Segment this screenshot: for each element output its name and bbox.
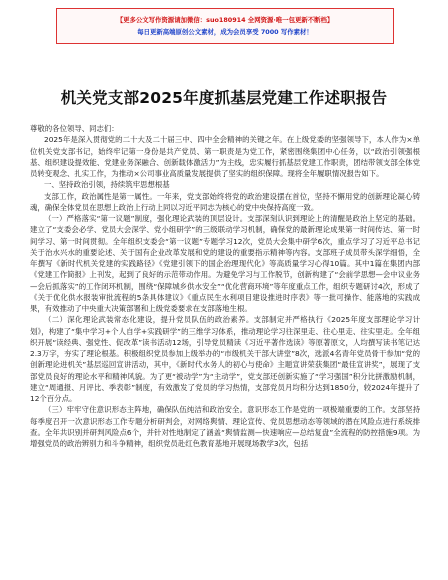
paragraph: 2025年是深入贯彻党的二十大及二十届三中、四中全会精神的关键之年。在上级党委的坚强领导下，本人作为×单位机关党支部书记，始终牢记第一身份是共产党员、第一职责是为党工作，紧密围绕集团中心任务，以“政治引领强根基、组织建设提效能、党建业务深融合、创新载体激活力”为主线，忠实履行抓基层党建工作职责，团结带领支部全体党员转变观念、扎实工作，为推动×公司事业高质量发展提供了坚实的组织保障。现将全年履职情况报告如下。	[30, 135, 420, 178]
document-body	[30, 123, 420, 449]
paragraph: （二）深化理论武装常态化建设，提升党员队伍的政治素养。支部制定并严格执行《2025年度支部理论学习计划》，构建了“集中学习+个人自学+实践研学”的三维学习体系，推动理论学习往深里走、往心里走、往实里走。全年组织开展“读经典、强党性、促改革”读书活动12场，引导党员精读《习近平著作选读》等原著原文，人均撰写读书笔记达2.3万字，夯实了理论根基。积极组织党员参加上级举办的“市级机关干部大讲堂”8次，选派4名青年党员骨干参加“党的创新理论进机关”基层巡回宣讲活动，其中，《新时代水务人的初心与使命》主题宣讲荣获集团“最佳宣讲奖”，展现了支部党员良好的理论水平和精神风貌。为了更“被动学”为“主动学”，党支部还创新实施了“学习强国”积分比拼激励机制，建立“周通报、月评比、季表彰”制度，有效激发了党员的学习热情，支部党员月均积分达到1850分，较2024年提升了12个百分点。	[30, 315, 420, 403]
paragraph: 支部工作，政治属性是第一属性。一年来，党支部始终将党的政治建设摆在首位，坚持不懈用党的创新理论凝心铸魂，确保全体党员在思想上政治上行动上同以习近平同志为核心的党中央保持高度一致。	[30, 191, 420, 212]
banner-line-2: 每日更新高端原创公文素材，成为会员享受 7000 写作素材！	[137, 28, 313, 36]
promo-banner[interactable]	[56, 8, 394, 44]
section-heading: 一、坚持政治引领，持续筑牢思想根基	[44, 180, 170, 190]
paragraph: （一）严格落实“第一议题”制度，强化理论武装的顶层设计。支部深刻认识到理论上的清醒是政治上坚定的基础。建立了“支委会必学、党员大会深学、党小组研学”的三级联动学习机制，确保党的最新理论成果第一时间传达、第一时间学习、第一时间贯彻。全年组织支委会“第一议题”专题学习12次，党员大会集中研学6次，重点学习了习近平总书记关于治水兴水的重要论述、关于国有企业改革发展和党的建设的重要指示精神等内容。支部班子成员带头深学细悟，全年撰写《新时代机关党建的实践路径》《党建引领下的国企治理现代化》等高质量学习心得10篇。其中1篇在集团内部《党建工作简报》上刊发，起到了良好的示范带动作用。为避免学习与工作脱节，创新构建了“会前学思想—会中议业务—会后抓落实”的工作闭环机制，围绕“保障城乡供水安全”“优化营商环境”等年度重点工作，组织专题研讨4次，形成了《关于优化供水报装审批流程的5条具体建议》《重点民生水利项目建设推进时序表》等一批可操作、能落地的实践成果，有效推动了中央重大决策部署和上级党委要求在支部落地生根。	[30, 214, 420, 313]
paragraph: （三）牢牢守住意识形态主阵地，确保队伍纯洁和政治安全。意识形态工作是党的一项极端重要的工作。支部坚持每季度召开一次意识形态工作专题分析研判会，对网络舆情、理论宣传、党员思想动态等领域的潜在风险点进行系统排查。全年共识别并研判风险点6个，并针对性地制定了涵盖“舆情监测—快速响应—总结复盘”全流程的防控措施9项。为增强党员的政治辨别力和斗争精神，组织党员赴红色教育基地开展现场教学3次，包括	[30, 405, 420, 448]
banner-line-1: 【更多公文写作资源请加微信：suo180914 全网资源·唯一包更新不断档】	[116, 16, 334, 24]
salutation: 尊敬的各位领导、同志们：	[30, 124, 119, 133]
document-title: 机关党支部2025年度抓基层党建工作述职报告	[60, 89, 388, 107]
